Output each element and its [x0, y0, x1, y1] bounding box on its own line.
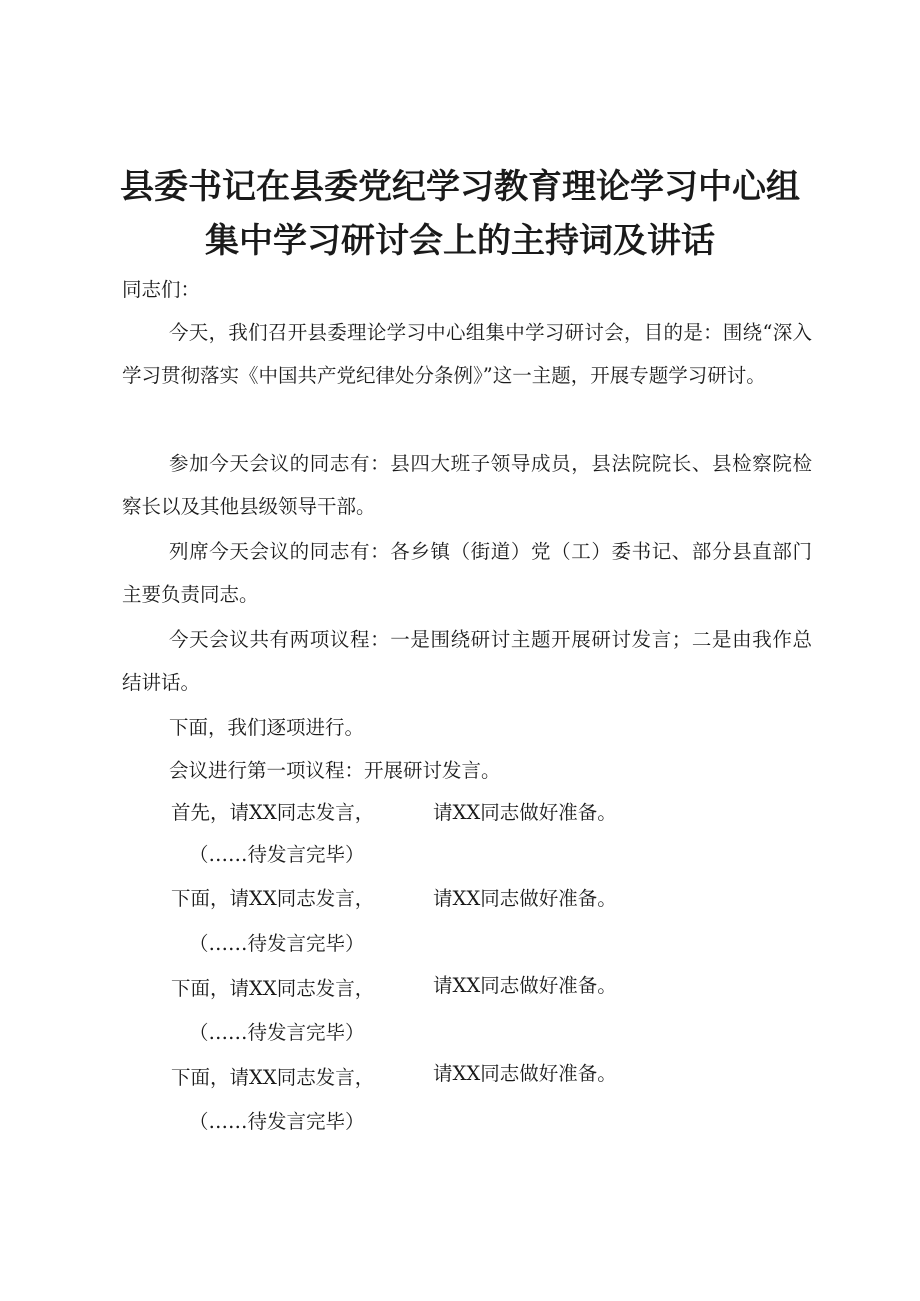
- speaker-prepare: 请XX同志做好准备。: [433, 887, 617, 910]
- speaker-done-note: （……待发言完毕）: [189, 1110, 365, 1133]
- paragraph-attendees: 参加今天会议的同志有：县四大班子领导成员，县法院院长、县检察院检察长以及其他县级领导干部。: [122, 452, 812, 518]
- paragraph-proceed: 下面，我们逐项进行。: [169, 716, 365, 739]
- paragraph-observers: 列席今天会议的同志有：各乡镇（街道）党（工）委书记、部分县直部门主要负责同志。: [122, 540, 812, 606]
- speaker-call: 下面，请XX同志发言，: [171, 1066, 375, 1089]
- speaker-done-note: （……待发言完毕）: [189, 1021, 365, 1044]
- salutation: 同志们：: [122, 278, 201, 301]
- speaker-done-note: （……待发言完毕）: [189, 843, 365, 866]
- paragraph-first-item: 会议进行第一项议程：开展研讨发言。: [169, 759, 501, 782]
- speaker-prepare: 请XX同志做好准备。: [433, 974, 617, 997]
- speaker-call: 下面，请XX同志发言，: [171, 887, 375, 910]
- speaker-done-note: （……待发言完毕）: [189, 932, 365, 955]
- speaker-call: 首先，请XX同志发言，: [171, 801, 375, 824]
- paragraph-purpose: 今天，我们召开县委理论学习中心组集中学习研讨会，目的是：围绕“深入学习贯彻落实《中国共产党纪律处分条例》”这一主题，开展专题学习研讨。: [122, 321, 812, 387]
- document-title-line-1: 县委书记在县委党纪学习教育理论学习中心组: [120, 167, 800, 207]
- speaker-call: 下面，请XX同志发言，: [171, 977, 375, 1000]
- document-title-line-2: 集中学习研讨会上的主持词及讲话: [205, 221, 715, 261]
- paragraph-agenda: 今天会议共有两项议程：一是围绕研讨主题开展研讨发言；二是由我作总结讲话。: [122, 628, 812, 694]
- speaker-prepare: 请XX同志做好准备。: [433, 801, 617, 824]
- speaker-prepare: 请XX同志做好准备。: [433, 1062, 617, 1085]
